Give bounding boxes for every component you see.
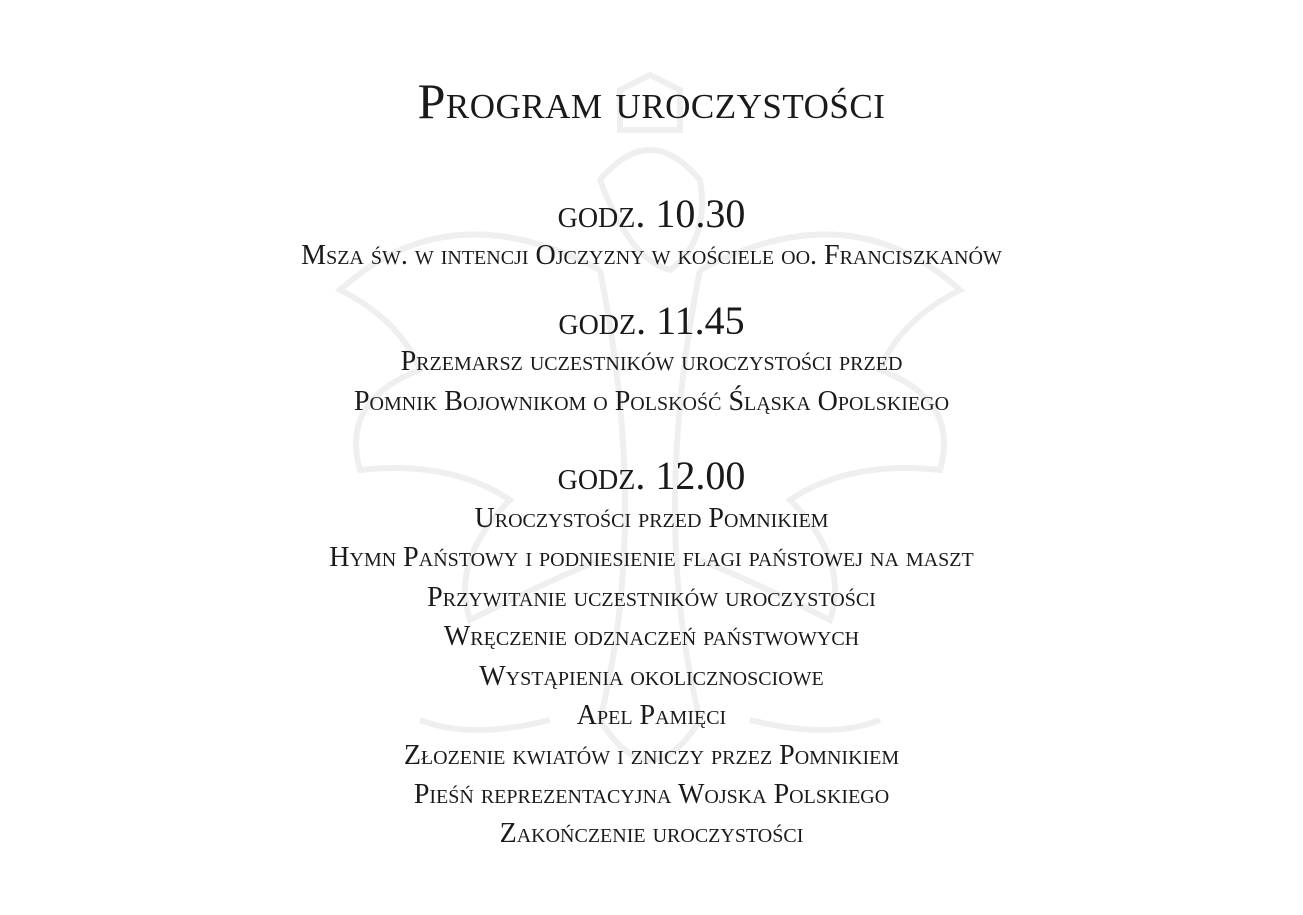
- program-item: Apel Pamięci: [576, 700, 727, 731]
- time-heading: godz. 10.30: [557, 191, 746, 236]
- program-item: Wręczenie odznaczeń państwowych: [443, 621, 860, 652]
- program-item: Zakończenie uroczystości: [499, 818, 804, 849]
- program-item: Wystąpienia okolicznosciowe: [479, 661, 824, 692]
- program-item: Uroczystości przed Pomnikiem: [474, 503, 829, 534]
- time-heading: godz. 11.45: [558, 298, 745, 343]
- program-item: Przemarsz uczestników uroczystości przed: [400, 346, 903, 377]
- program-item: Msza św. w intencji Ojczyzny w kościele oo. Franciszkanów: [301, 240, 1002, 271]
- page-title: Program uroczystości: [417, 73, 886, 129]
- program-item: Pieśń reprezentacyjna Wojska Polskiego: [413, 779, 890, 810]
- time-heading: godz. 12.00: [557, 453, 746, 498]
- program-item: Złozenie kwiatów i zniczy przez Pomnikiem: [403, 740, 900, 771]
- program-item: Pomnik Bojownikom o Polskość Śląska Opolskiego: [353, 386, 950, 417]
- program-item: Hymn Państowy i podniesienie flagi państowej na maszt: [329, 542, 974, 573]
- program-item: Przywitanie uczestników uroczystości: [427, 582, 876, 613]
